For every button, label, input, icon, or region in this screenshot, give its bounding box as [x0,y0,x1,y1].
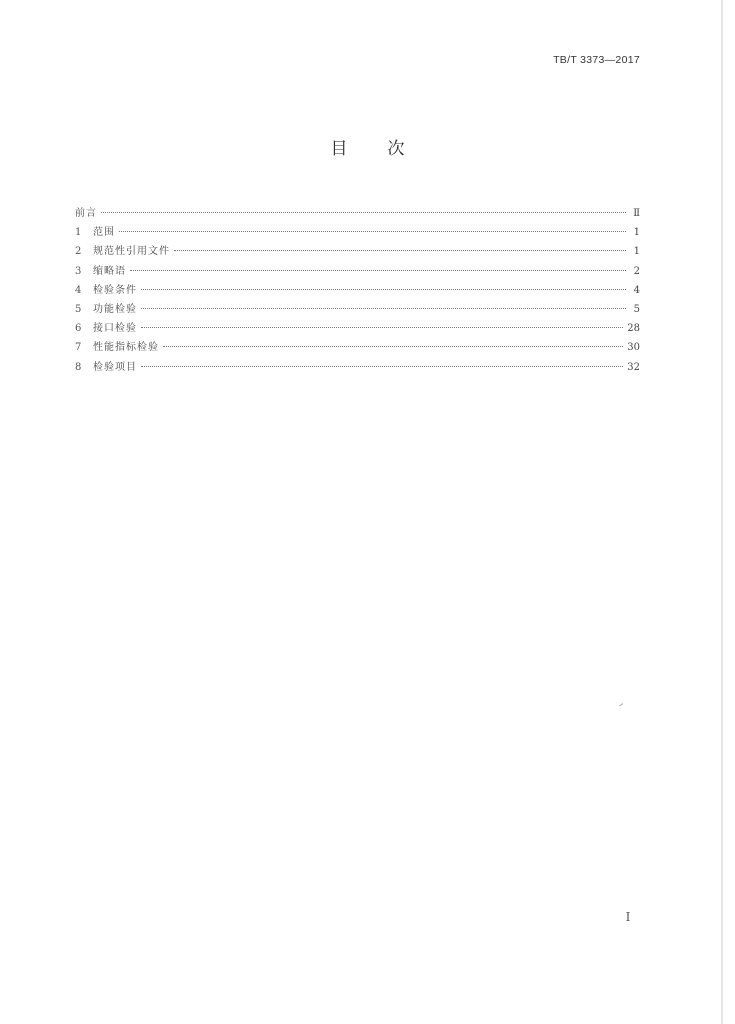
toc-entry-label: 前言 [75,208,97,219]
toc-entry-label: 功能检验 [93,303,137,315]
toc-entry-label: 范围 [93,227,115,239]
toc-entry-page: 32 [627,361,640,373]
toc-entry-2[interactable] [75,242,640,261]
toc-entry-number: 2 [75,246,82,258]
toc-entry-page: Ⅱ [633,208,640,219]
toc-entry-number: 5 [75,303,82,315]
toc-entry-page: 28 [627,323,640,335]
toc-entry-page: 1 [633,227,640,239]
title-char-2: 次 [387,139,405,159]
toc-dot-leader [141,307,626,309]
toc-entry-page: 5 [633,303,640,315]
toc-entry-page: 4 [633,284,640,296]
toc-entry-number: 4 [75,284,82,296]
toc-dot-leader [141,365,623,367]
toc-entry-5[interactable] [75,300,640,319]
toc-dot-leader [101,211,626,213]
toc-dot-leader [130,269,626,271]
toc-entry-label: 缩略语 [93,265,126,277]
toc-entry-page: 2 [633,265,640,277]
toc-entry-number: 8 [75,361,82,373]
toc-entry-number: 7 [75,342,82,354]
toc-entry-page: 1 [633,246,640,258]
toc-dot-leader [174,249,626,251]
toc-dot-leader [141,326,623,328]
toc-dot-leader [141,288,626,290]
toc-entry-label: 检验项目 [93,361,137,373]
toc-dot-leader [163,345,623,347]
toc-entry-7[interactable] [75,338,640,357]
toc-entry-3[interactable] [75,262,640,281]
table-of-contents [75,204,640,377]
toc-entry-number: 6 [75,323,82,335]
toc-entry-1[interactable] [75,223,640,242]
toc-entry-4[interactable] [75,281,640,300]
toc-entry-8[interactable] [75,358,640,377]
page-title [0,134,735,159]
toc-entry-number: 3 [75,265,82,277]
toc-entry-page: 30 [627,342,640,354]
title-char-1: 目 [330,139,348,159]
toc-entry-label: 接口检验 [93,323,137,335]
page-number: I [625,910,631,924]
toc-entry-6[interactable] [75,319,640,338]
toc-entry-label: 性能指标检验 [93,342,159,354]
toc-entry-label: 检验条件 [93,284,137,296]
toc-entry-foreword[interactable] [75,204,640,223]
scan-artifact [619,703,625,709]
standard-code: TB/T 3373—2017 [553,54,640,66]
toc-entry-number: 1 [75,227,82,239]
toc-entry-label: 规范性引用文件 [93,246,170,258]
toc-dot-leader [119,230,626,232]
